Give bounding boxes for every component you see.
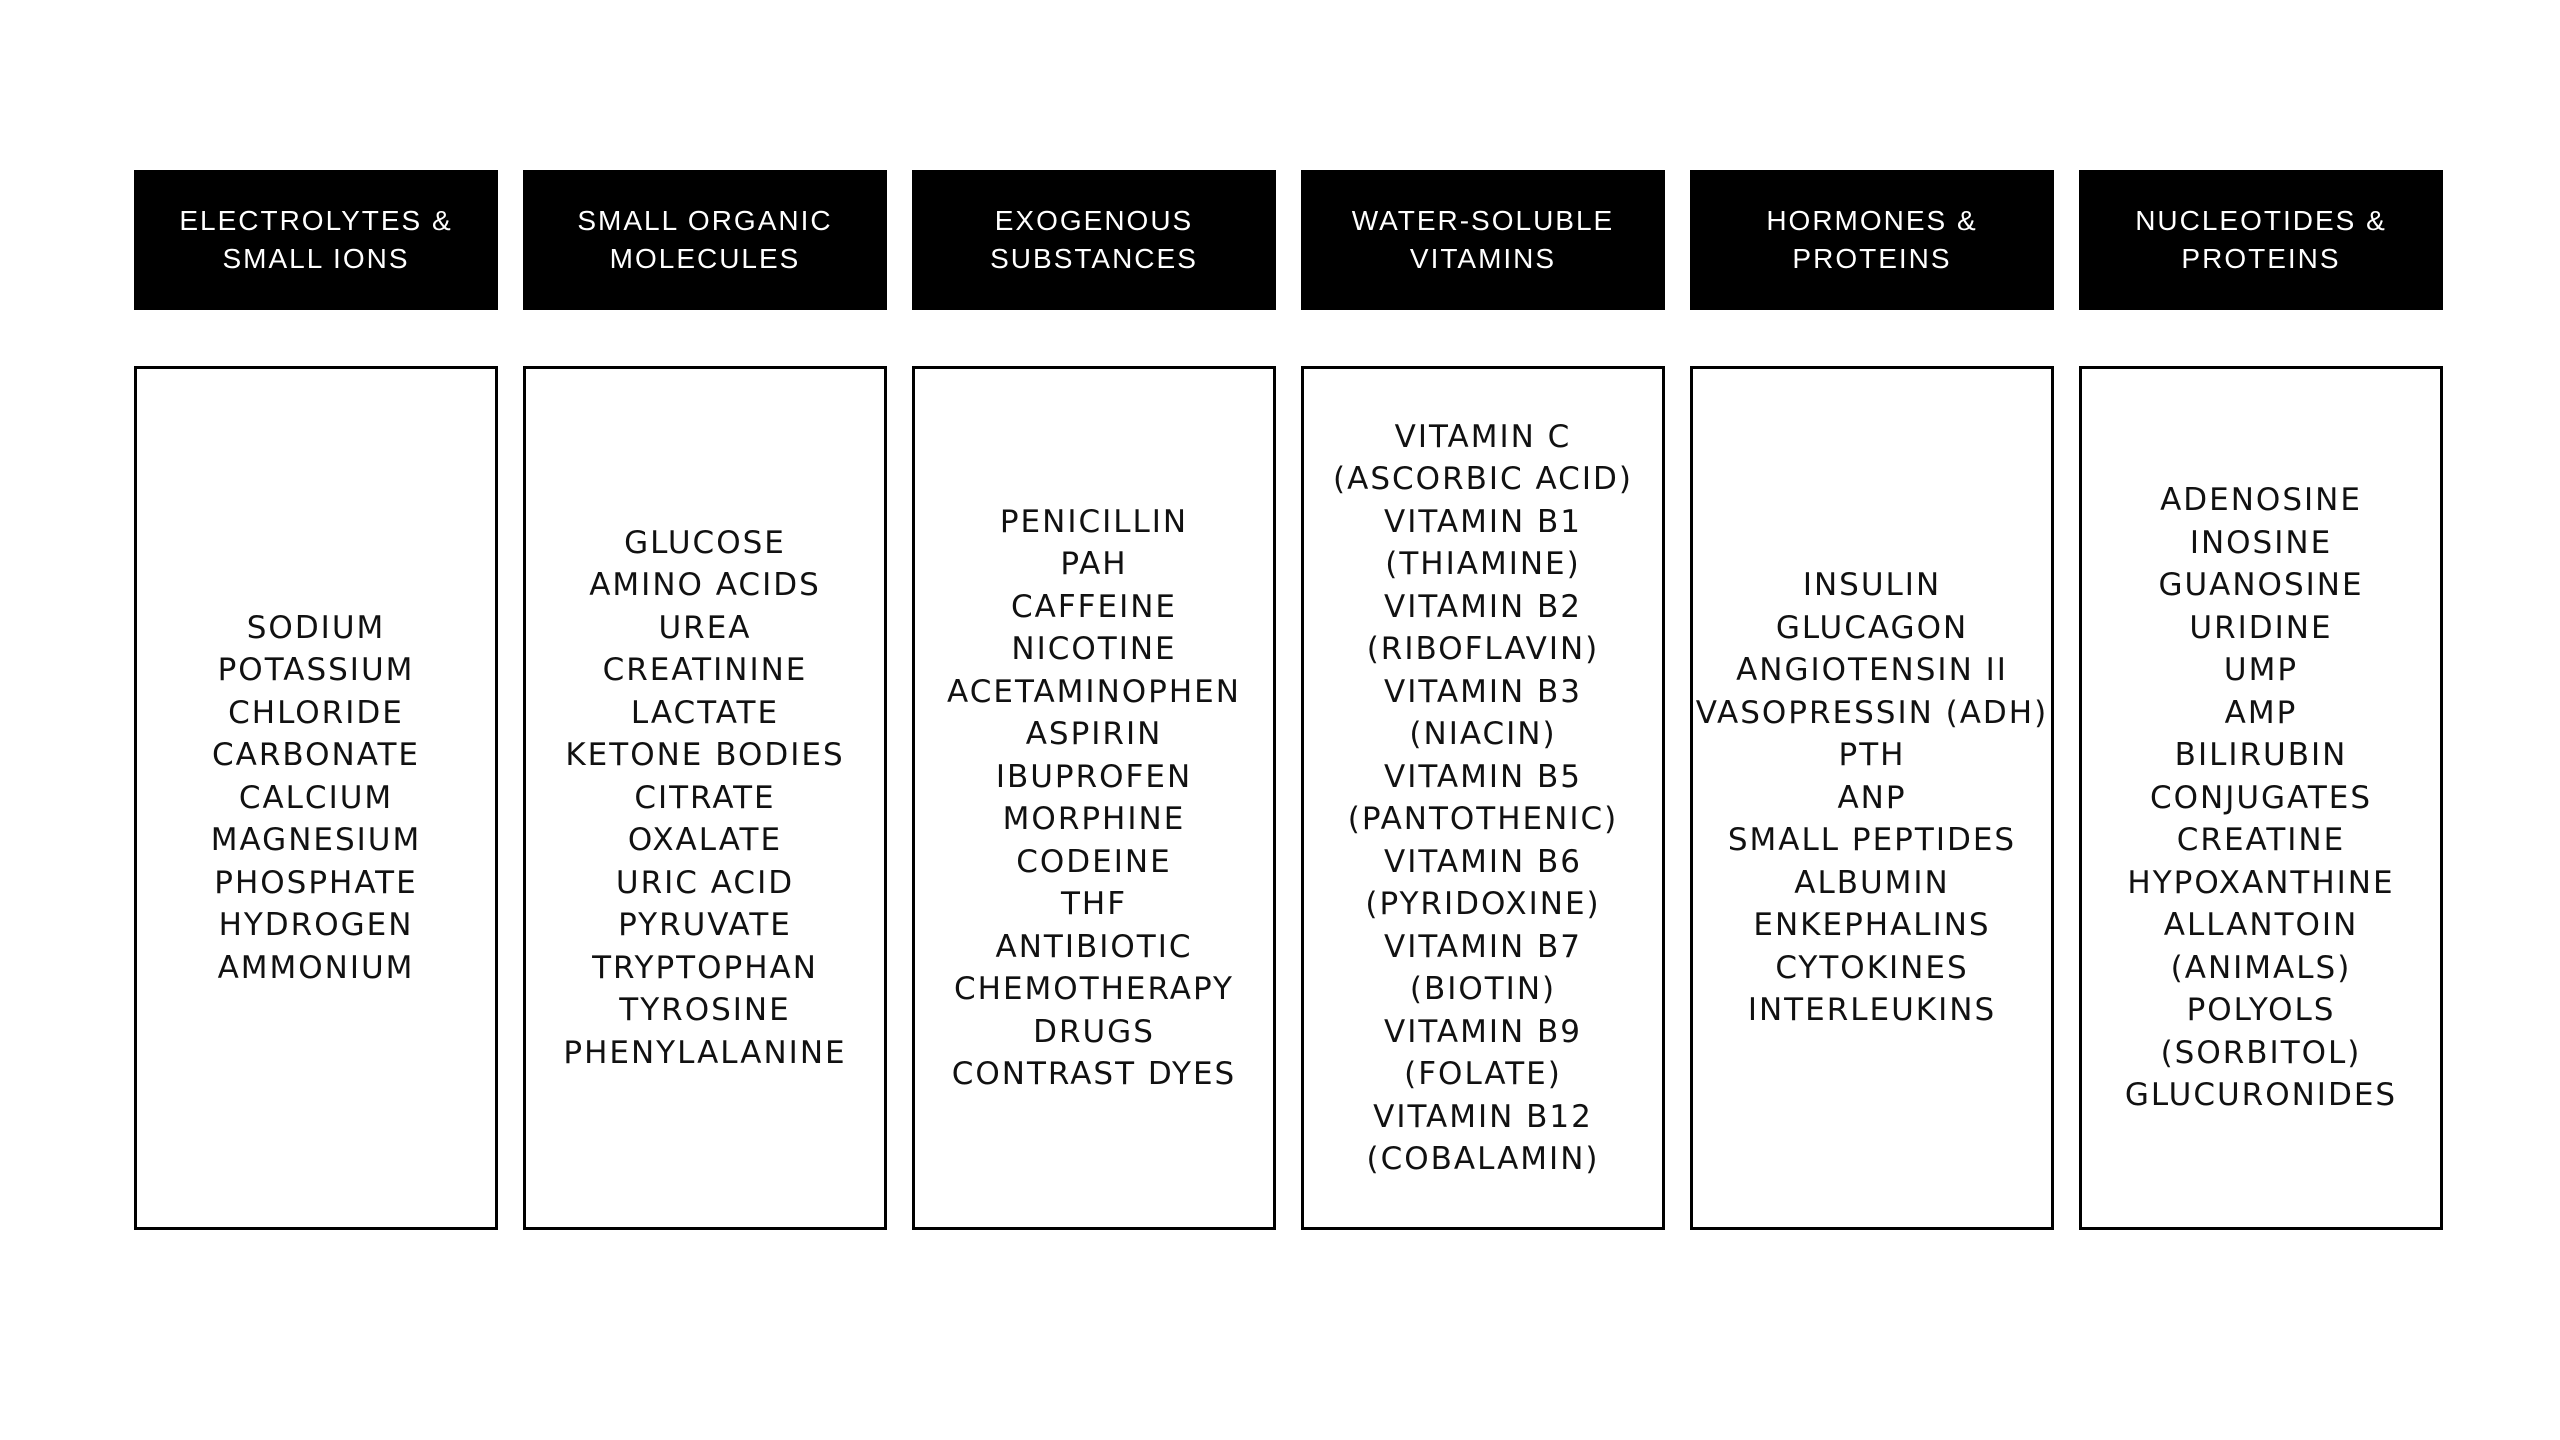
list-item: OXALATE <box>627 822 783 859</box>
list-item: GUANOSINE <box>2158 567 2364 604</box>
column-header <box>523 170 887 310</box>
list-item: (BIOTIN) <box>1409 971 1557 1007</box>
column-header-label: SMALL ORGANIC MOLECULES <box>577 205 833 274</box>
column-body <box>912 366 1276 1230</box>
item-list <box>563 522 846 1075</box>
list-item: MORPHINE <box>1002 801 1186 837</box>
list-item: VASOPRESSIN (ADH) <box>1695 694 2049 731</box>
list-item: NICOTINE <box>1011 631 1177 667</box>
list-item: (FOLATE) <box>1404 1056 1562 1092</box>
item-list <box>2125 479 2397 1117</box>
list-item: CAFFEINE <box>1010 588 1177 625</box>
list-item: INOSINE <box>2189 524 2333 561</box>
list-item: SODIUM <box>246 609 386 646</box>
list-item: URIC ACID <box>615 864 795 901</box>
list-item: (THIAMINE) <box>1385 546 1581 582</box>
list-item: MAGNESIUM <box>210 822 422 859</box>
list-item: CHLORIDE <box>228 694 404 731</box>
list-item: ADENOSINE <box>2160 482 2362 519</box>
list-item: VITAMIN B5 <box>1383 758 1582 795</box>
list-item: CONJUGATES <box>2149 779 2373 816</box>
column-header <box>134 170 498 310</box>
list-item: HYPOXANTHINE <box>2127 864 2395 901</box>
list-item: PYRUVATE <box>618 907 792 944</box>
list-item: KETONE BODIES <box>565 737 845 774</box>
list-item: VITAMIN B7 <box>1383 928 1582 965</box>
list-item: PTH <box>1838 737 1906 774</box>
list-item: DRUGS <box>1033 1013 1155 1050</box>
list-item: VITAMIN C <box>1394 418 1572 455</box>
list-item: ANGIOTENSIN II <box>1736 652 2008 689</box>
list-item: TRYPTOPHAN <box>592 949 818 986</box>
list-item: CITRATE <box>634 779 776 816</box>
list-item: VITAMIN B3 <box>1383 673 1582 710</box>
list-item: ANTIBIOTIC <box>995 928 1193 965</box>
column-body <box>2079 366 2443 1230</box>
column-header-label: WATER-SOLUBLE VITAMINS <box>1351 205 1615 274</box>
list-item: (SORBITOL) <box>2160 1034 2362 1071</box>
item-list <box>1333 416 1633 1181</box>
column-body <box>1301 366 1665 1230</box>
list-item: VITAMIN B2 <box>1383 588 1582 625</box>
list-item: GLUCURONIDES <box>2124 1077 2398 1114</box>
list-item: CARBONATE <box>211 737 421 774</box>
list-item: (ANIMALS) <box>2170 949 2352 986</box>
list-item: CREATINE <box>2176 822 2346 859</box>
item-list <box>211 607 421 990</box>
list-item: LACTATE <box>630 694 780 731</box>
list-item: CREATININE <box>602 652 808 689</box>
list-item: AMINO ACIDS <box>589 567 821 604</box>
list-item: THF <box>1060 886 1128 922</box>
list-item: (RIBOFLAVIN) <box>1366 631 1600 667</box>
list-item: CONTRAST DYES <box>951 1056 1237 1092</box>
list-item: ASPIRIN <box>1025 716 1163 752</box>
list-item: CYTOKINES <box>1775 949 1969 986</box>
list-item: VITAMIN B9 <box>1383 1013 1582 1050</box>
list-item: (ASCORBIC ACID) <box>1333 461 1633 497</box>
list-item: AMP <box>2224 694 2298 731</box>
column-header-label: HORMONES & PROTEINS <box>1766 205 1978 274</box>
list-item: ANP <box>1837 779 1907 816</box>
list-item: SMALL PEPTIDES <box>1727 822 2017 859</box>
list-item: IBUPROFEN <box>995 758 1193 795</box>
column-header-label: EXOGENOUS SUBSTANCES <box>990 205 1198 274</box>
item-list <box>1696 564 2048 1032</box>
list-item: PHENYLALANINE <box>563 1034 847 1071</box>
list-item: AMMONIUM <box>217 949 415 986</box>
list-item: (PANTOTHENIC) <box>1347 801 1619 837</box>
list-item: PENICILLIN <box>999 503 1189 540</box>
list-item: GLUCOSE <box>624 524 786 561</box>
list-item: URIDINE <box>2189 609 2333 646</box>
column-header <box>1690 170 2054 310</box>
list-item: (NIACIN) <box>1409 716 1557 752</box>
list-item: UMP <box>2223 652 2299 689</box>
column-body <box>523 366 887 1230</box>
column-header-label: NUCLEOTIDES & PROTEINS <box>2135 205 2387 274</box>
column-header <box>1301 170 1665 310</box>
list-item: UREA <box>658 609 752 646</box>
list-item: HYDROGEN <box>218 907 414 944</box>
column-header <box>912 170 1276 310</box>
list-item: CODEINE <box>1016 843 1172 880</box>
list-item: (PYRIDOXINE) <box>1365 886 1601 922</box>
list-item: VITAMIN B12 <box>1373 1098 1593 1135</box>
list-item: VITAMIN B1 <box>1383 503 1582 540</box>
list-item: ALLANTOIN <box>2163 907 2359 944</box>
column-header <box>2079 170 2443 310</box>
list-item: CHEMOTHERAPY <box>954 971 1234 1007</box>
item-list <box>947 501 1241 1096</box>
list-item: PAH <box>1060 546 1128 582</box>
list-item: GLUCAGON <box>1775 609 1969 646</box>
list-item: VITAMIN B6 <box>1383 843 1582 880</box>
list-item: INTERLEUKINS <box>1747 992 1997 1029</box>
list-item: ENKEPHALINS <box>1753 907 1991 944</box>
column-header-label: ELECTROLYTES & SMALL IONS <box>179 205 453 274</box>
list-item: ALBUMIN <box>1794 864 1950 901</box>
column-body <box>1690 366 2054 1230</box>
list-item: POTASSIUM <box>217 652 415 689</box>
list-item: INSULIN <box>1802 567 1942 604</box>
column-body <box>134 366 498 1230</box>
list-item: TYROSINE <box>619 992 791 1029</box>
list-item: CALCIUM <box>238 779 394 816</box>
list-item: PHOSPHATE <box>214 864 418 901</box>
list-item: POLYOLS <box>2186 992 2336 1029</box>
list-item: (COBALAMIN) <box>1366 1141 1600 1177</box>
list-item: ACETAMINOPHEN <box>947 673 1241 710</box>
list-item: BILIRUBIN <box>2174 737 2348 774</box>
